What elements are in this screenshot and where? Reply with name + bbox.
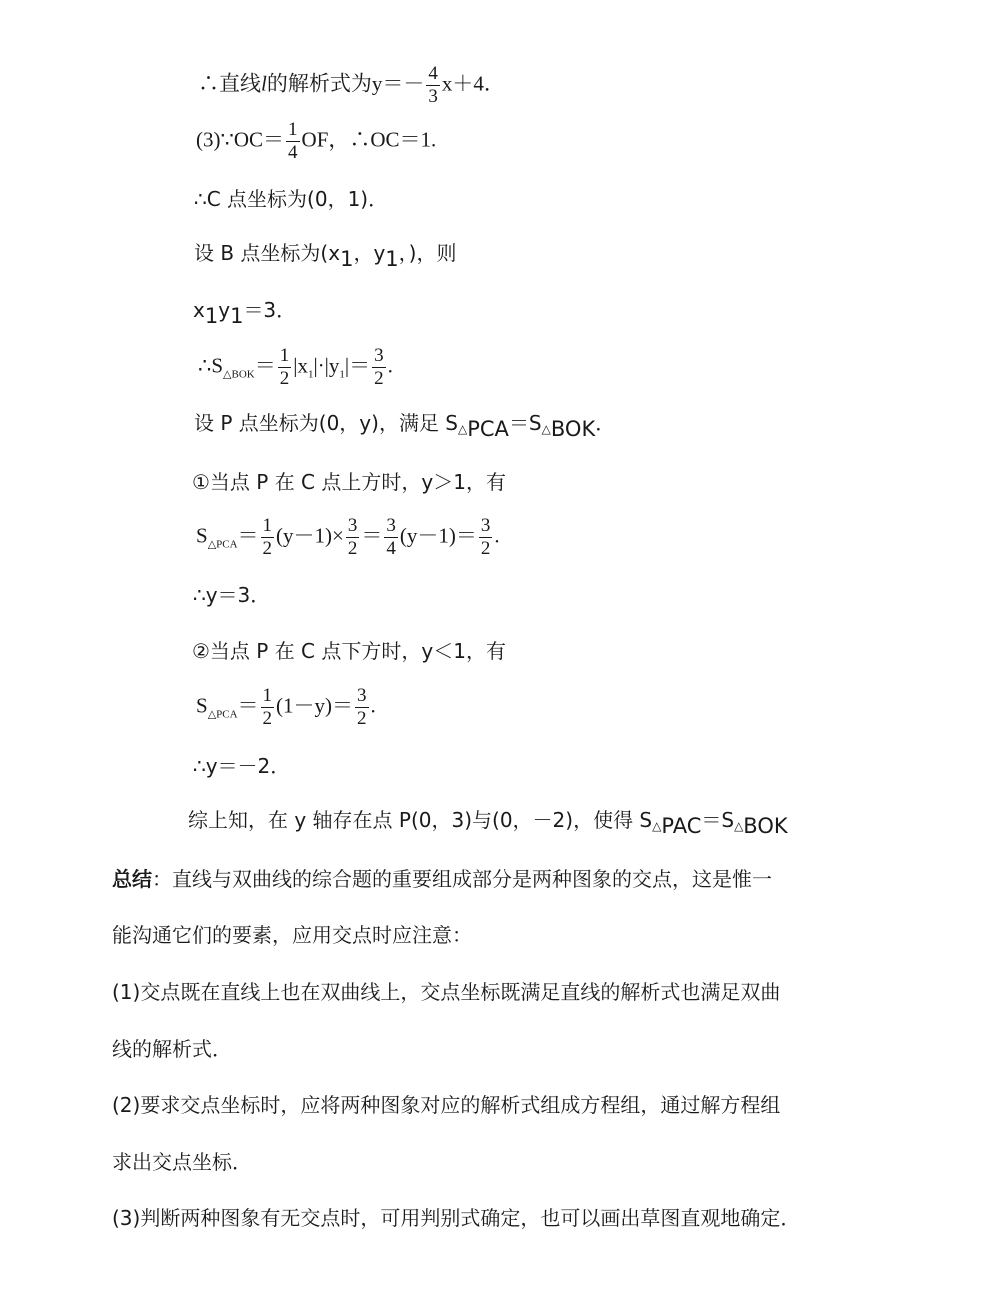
- solution-line-4: [194, 243, 456, 270]
- text: ∴y＝－2．: [193, 754, 291, 778]
- solution-line-9: [196, 516, 500, 559]
- text: ＝3．: [243, 298, 297, 322]
- summary-line-6: [112, 1152, 252, 1172]
- solution-line-12: [196, 686, 376, 729]
- line-symbol: l: [261, 71, 267, 96]
- text: (y－1)×: [276, 523, 344, 548]
- subscript: 1: [340, 247, 354, 271]
- text: ＝: [361, 523, 383, 548]
- subscript: PAC: [661, 814, 702, 838]
- subscript: △BOK: [223, 368, 255, 381]
- solution-line-10: [193, 585, 270, 605]
- solution-line-14: [188, 810, 788, 837]
- fraction: [261, 686, 275, 729]
- text: 线的解析式．: [112, 1037, 232, 1061]
- fraction: [384, 516, 398, 559]
- text: (3)∵OC＝: [196, 127, 285, 152]
- subscript: 1: [230, 304, 244, 328]
- numerator: 3: [357, 685, 367, 706]
- triangle-symbol: △: [652, 819, 662, 833]
- subscript: 1: [307, 368, 314, 381]
- triangle-symbol: △: [541, 422, 551, 436]
- denominator: 2: [374, 367, 384, 389]
- denominator: 2: [357, 707, 367, 729]
- denominator: 2: [262, 707, 273, 729]
- text: |·|y: [313, 353, 340, 378]
- solution-line-5: [193, 300, 296, 327]
- text: ．: [595, 411, 616, 435]
- text: ＝: [254, 353, 276, 378]
- text: (3)判断两种图象有无交点时，可用判别式确定，也可以画出草图直观地确定．: [112, 1206, 801, 1230]
- text: .: [370, 693, 376, 718]
- text: ＝: [237, 523, 259, 548]
- text: OF，∴OC＝1.: [301, 127, 437, 152]
- subscript: △PCA: [207, 708, 238, 721]
- solution-line-3: [194, 189, 388, 209]
- text: x: [193, 298, 205, 322]
- text: ，y: [353, 241, 386, 265]
- solution-line-7: [194, 413, 615, 440]
- solution-line-11: [192, 641, 506, 661]
- numerator: 4: [428, 63, 438, 84]
- text: ①当点 P 在 C 点上方时，y＞1，有: [192, 470, 506, 494]
- text: |＝: [344, 353, 371, 378]
- text: 能沟通它们的要素，应用交点时应注意：: [112, 923, 472, 947]
- text: |x: [293, 353, 308, 378]
- denominator: 4: [386, 537, 396, 559]
- fraction: [372, 346, 386, 389]
- summary-label: 总结: [112, 867, 152, 891]
- solution-line-6: [198, 346, 393, 389]
- numerator: 3: [374, 345, 384, 366]
- numerator: 3: [347, 515, 358, 536]
- fraction: [479, 516, 493, 559]
- text: 设 P 点坐标为(0，y)，满足 S: [194, 411, 458, 435]
- text: y: [218, 298, 231, 322]
- subscript: PCA: [467, 417, 509, 441]
- text: (1)交点既在直线上也在双曲线上，交点坐标既满足直线的解析式也满足双曲: [112, 980, 781, 1004]
- fraction: [346, 516, 360, 559]
- solution-line-2: [196, 120, 436, 163]
- summary-line-7: [112, 1208, 800, 1228]
- denominator: 2: [347, 537, 358, 559]
- denominator: 3: [428, 85, 438, 107]
- text: S: [196, 523, 208, 548]
- fraction: [355, 686, 369, 729]
- denominator: 2: [480, 537, 491, 559]
- text: (2)要求交点坐标时，应将两种图象对应的解析式组成方程组，通过解方程组: [112, 1093, 781, 1117]
- fraction: [286, 120, 300, 163]
- numerator: 3: [386, 515, 396, 536]
- fraction: [426, 64, 440, 107]
- text: S: [196, 693, 208, 718]
- summary-line-1: [112, 869, 772, 889]
- subscript: BOK: [743, 814, 788, 838]
- summary-line-4: [112, 1039, 232, 1059]
- text: ∴y＝3．: [193, 583, 271, 607]
- summary-line-3: [112, 982, 780, 1002]
- fraction: [261, 516, 275, 559]
- text: ＝: [237, 693, 259, 718]
- text: 的解析式为y＝－: [266, 71, 425, 96]
- numerator: 1: [262, 515, 273, 536]
- text: ∴C 点坐标为(0，1)．: [194, 187, 389, 211]
- text: ，)，则: [398, 241, 457, 265]
- text: (y－1)＝: [399, 523, 477, 548]
- text: 综上知，在 y 轴存在点 P(0，3)与(0，－2)，使得 S: [188, 808, 653, 832]
- summary-line-5: [112, 1095, 780, 1115]
- text: x＋4．: [441, 71, 505, 96]
- text: .: [387, 353, 393, 378]
- denominator: 2: [262, 537, 273, 559]
- subscript: △PCA: [207, 538, 238, 551]
- fraction: [278, 346, 292, 389]
- solution-line-1: [198, 64, 505, 107]
- numerator: 1: [262, 685, 273, 706]
- denominator: 2: [279, 367, 290, 389]
- text: ②当点 P 在 C 点下方时，y＜1，有: [192, 639, 506, 663]
- summary-line-2: [112, 925, 472, 945]
- text: 求出交点坐标．: [112, 1150, 252, 1174]
- text: ＝S: [508, 411, 542, 435]
- solution-line-8: [192, 472, 506, 492]
- subscript: BOK: [550, 417, 596, 441]
- numerator: 1: [279, 345, 290, 366]
- subscript: 1: [385, 247, 399, 271]
- text: ∴S: [198, 353, 224, 378]
- text: ：直线与双曲线的综合题的重要组成部分是两种图象的交点，这是惟一: [152, 867, 772, 891]
- triangle-symbol: △: [734, 819, 744, 833]
- subscript: 1: [204, 304, 219, 328]
- text: ∴直线: [198, 71, 261, 96]
- subscript: 1: [339, 368, 345, 381]
- text: .: [494, 523, 500, 548]
- triangle-symbol: △: [458, 422, 468, 436]
- numerator: 1: [288, 119, 298, 140]
- text: (1－y)＝: [276, 693, 354, 718]
- numerator: 3: [480, 515, 491, 536]
- text: 设 B 点坐标为(x: [194, 241, 341, 265]
- text: ＝S: [701, 808, 735, 832]
- denominator: 4: [288, 141, 298, 163]
- solution-line-13: [193, 756, 290, 776]
